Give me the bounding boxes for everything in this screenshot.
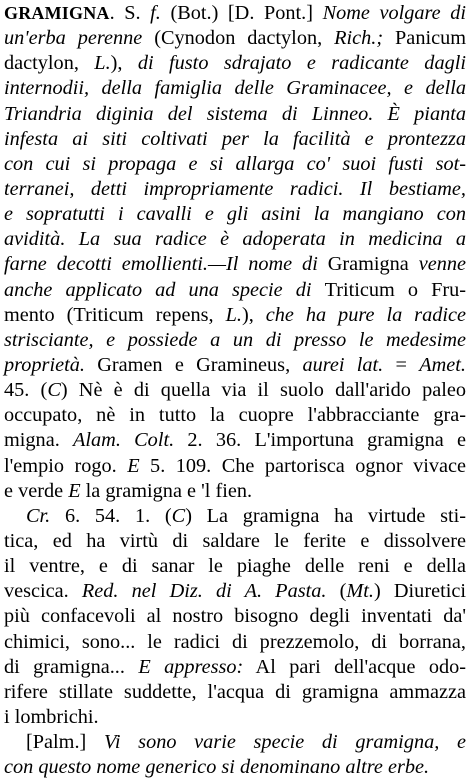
text-run: tica, ed ha virtù di saldare le ferite e dissolvere: [4, 529, 466, 552]
entry-line: [4, 378, 466, 403]
entry-line: [4, 278, 466, 303]
entry-line: [4, 403, 466, 428]
text-run: chimici, sono... le radici di prezzemolo, di borrana,: [4, 630, 466, 653]
entry-line: [4, 454, 466, 479]
entry-line: [4, 152, 466, 177]
text-run: l'empio rogo.: [4, 454, 128, 477]
entry-line: [4, 51, 466, 76]
italic-text: aurei lat.: [302, 353, 384, 376]
text-run: il ventre, e di sanar le piaghe delle reni e della: [4, 555, 466, 578]
italic-text: anche applicato ad una specie di: [4, 278, 325, 301]
entry-line: [4, 102, 466, 127]
italic-text: farne decotti emollienti.—Il nome di: [4, 253, 328, 276]
italic-text: Amet.: [419, 353, 467, 376]
entry-line: [4, 328, 466, 353]
entry-line: [4, 579, 466, 604]
italic-text: C: [47, 379, 61, 402]
italic-text: internodii, della famiglia delle Graminacee, e della: [4, 77, 466, 100]
dictionary-entry: [4, 1, 467, 779]
entry-line: [4, 227, 466, 252]
italic-text: terranei, detti impropriamente radici. Il bestiame,: [4, 177, 466, 200]
text-run: Gramen e Gramineus,: [97, 353, 303, 376]
italic-text: Cr.: [26, 504, 51, 527]
text-run: Al pari dell'acque odo-: [243, 655, 466, 678]
italic-text: proprietà.: [4, 353, 98, 376]
entry-line: [4, 177, 466, 202]
italic-text: che ha pure la radice: [265, 303, 466, 326]
text-run: occupato, nè in tutto la cuopre l'abbracciante gra-: [4, 404, 466, 427]
text-run: (Cynodon dactylon,: [154, 27, 335, 50]
text-run: [Palm.]: [26, 731, 104, 754]
italic-text: un'erba perenne: [4, 27, 155, 50]
italic-text: di fusto sdrajato e radicante dagli: [137, 52, 466, 75]
italic-text: E appresso:: [138, 655, 244, 678]
italic-text: E: [127, 454, 140, 477]
entry-line: [4, 26, 466, 51]
entry-line: [4, 202, 466, 227]
text-run: più confacevoli al nostro bisogno degli inventati da': [4, 605, 466, 628]
italic-text: con cui si propaga e si allarga co' suoi fusti sot-: [4, 152, 466, 175]
text-run: ) La gramigna ha virtude sti-: [185, 504, 467, 527]
entry-line: [4, 705, 466, 730]
text-run: 5. 109. Che partorisca ognor vivace: [139, 454, 466, 477]
text-run: 6. 54. 1. (: [50, 504, 172, 527]
text-run: la gramigna e 'l fien.: [80, 479, 253, 502]
entry-line: [4, 630, 466, 655]
text-run: dactylon,: [4, 52, 95, 75]
entry-line: [4, 353, 466, 378]
text-run: mento (Triticum repens,: [4, 303, 226, 326]
entry-line: [4, 303, 466, 328]
entry-line: [4, 604, 466, 629]
italic-text: e sopratutti i cavalli e gli asini la mangiano con: [4, 203, 466, 226]
italic-text: Mt.: [346, 580, 374, 603]
text-run: vescica.: [4, 580, 82, 603]
text-run: di gramigna...: [4, 655, 139, 678]
entry-line: [4, 529, 466, 554]
entry-line: [4, 76, 466, 101]
text-run: ) Diuretici: [373, 580, 466, 603]
text-run: ),: [110, 52, 138, 75]
entry-line: [4, 252, 466, 277]
italic-text: C: [171, 504, 186, 527]
text-run: Panicum: [395, 27, 467, 50]
italic-text: infesta ai siti coltivati per la facilità e prontezza: [4, 127, 466, 150]
text-run: i lombrichi.: [4, 705, 99, 728]
text-run: ),: [241, 303, 266, 326]
text-run: ) Nè è di quella via il suolo dall'arido paleo: [60, 379, 466, 402]
italic-text: Red. nel Diz. di A. Pasta.: [81, 580, 327, 603]
italic-text: con questo nome generico si denominano altre erbe.: [4, 756, 430, 779]
italic-text: Rich.;: [334, 27, 396, 50]
text-run: 45. (: [4, 379, 48, 402]
text-run: migna.: [4, 429, 74, 452]
text-run: (Bot.) [D. Pont.]: [160, 2, 323, 24]
text-run: (: [326, 580, 347, 603]
entry-line: [4, 680, 466, 705]
text-run: Gramigna: [327, 253, 409, 276]
text-run: Triticum o Fru-: [324, 278, 467, 301]
entry-line: [4, 554, 466, 579]
italic-text: strisciante, e possiede a un di presso le medesime: [4, 328, 466, 351]
entry-line: [4, 428, 466, 453]
entry-line: [4, 755, 466, 780]
italic-text: f.: [150, 2, 161, 24]
italic-text: avidità. La sua radice è adoperata in medicina a: [4, 228, 466, 251]
text-run: =: [383, 353, 420, 376]
italic-text: Alam. Colt.: [73, 429, 175, 452]
entry-line: [4, 504, 466, 529]
headword: GRAMIGNA: [4, 3, 110, 23]
text-run: rifere stillate suddette, l'acqua di gramigna ammazza: [4, 680, 466, 703]
entry-line: [4, 655, 466, 680]
entry-line: [4, 1, 466, 26]
italic-text: Vi sono varie specie di gramigna, e: [103, 731, 467, 754]
italic-text: L.: [225, 303, 242, 326]
entry-line: [4, 127, 466, 152]
entry-line: [4, 730, 466, 755]
italic-text: venne: [408, 253, 466, 276]
italic-text: L.: [94, 52, 111, 75]
italic-text: Nome volgare di: [322, 2, 467, 24]
entry-text: [4, 1, 466, 780]
text-run: e verde: [4, 479, 69, 502]
italic-text: Triandria diginia del sistema di Linneo. È pianta: [4, 102, 466, 125]
entry-line: [4, 479, 466, 504]
text-run: 2. 36. L'importuna gramigna e: [174, 429, 466, 452]
text-run: . S.: [109, 2, 151, 24]
italic-text: E: [68, 479, 81, 502]
